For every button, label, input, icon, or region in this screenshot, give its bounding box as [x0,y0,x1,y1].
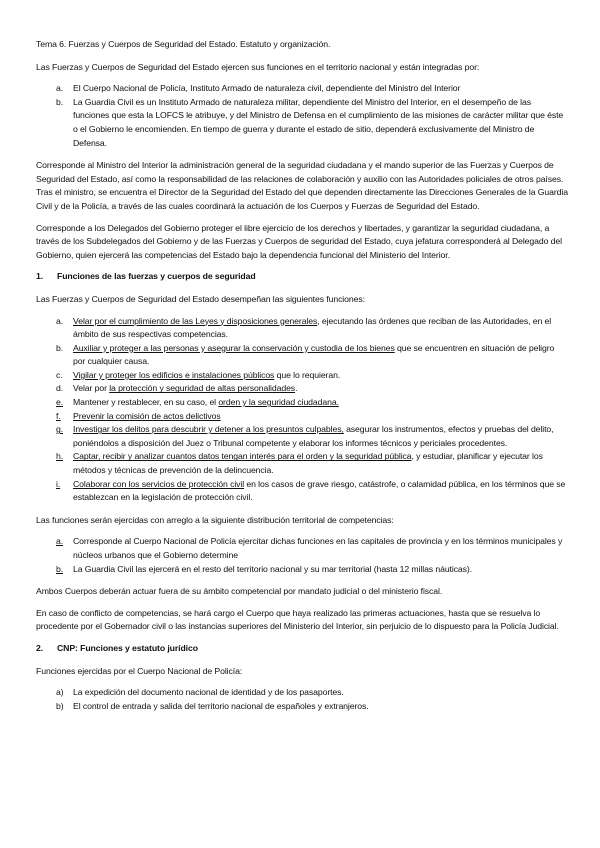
list-text: Mantener y restablecer, en su caso, el [73,397,219,408]
ambos-paragraph: Ambos Cuerpos deberán actuar fuera de su ámbito competencial por mandato judicial o del ministerio fiscal. [36,586,443,597]
list-marker: i. [56,478,61,489]
list-text: Corresponde al Cuerpo Nacional de Policía ejercitar dichas funciones en las capitales de provincia y en los términos municipales y núcleos urbanos que el Gobierno determine [73,536,563,560]
document-title: Tema 6. Fuerzas y Cuerpos de Seguridad del Estado. Estatuto y organización. [36,39,331,49]
list-marker: b) [56,700,64,711]
underlined-text: Velar por el cumplimiento de las Leyes y disposiciones generales [73,315,318,326]
list-text: que lo requieran. [274,369,341,380]
functions-intro: Las Fuerzas y Cuerpos de Seguridad del Estado desempeñan las siguientes funciones: [36,293,365,304]
document-page [36,38,568,721]
list-item [36,410,568,424]
list-marker: g. [56,424,64,435]
list-item [36,450,568,477]
distribucion-list [36,535,568,576]
list-marker: a. [56,83,64,94]
list-item [36,369,568,383]
list-item [36,96,568,150]
list-marker: b. [56,563,64,574]
list-item [36,342,568,369]
underlined-text: Investigar los delitos para descubrir y detener a los presuntos culpables, [73,424,344,435]
list-text: La Guardia Civil las ejercerá en el resto del territorio nacional y su mar territorial (hasta 12 millas náuticas). [73,563,473,574]
list-marker: a. [56,536,64,547]
section-heading-1 [36,270,568,284]
list-marker: e. [56,397,64,408]
list-item [36,700,568,714]
list-marker: b. [56,96,64,107]
list-marker: h. [56,451,64,462]
underlined-text: Colaborar con los servicios de protección civil [73,478,245,489]
list-text: La Guardia Civil es un Instituto Armado de naturaleza militar, dependiente del Ministro del Interior, en el desempeño de las funciones que esta la LOFCS le atribuye, y del Ministro de Defensa en el cumplimiento de las misiones de carácter militar que éste o el Gobierno le encomienden. En tiempo de guerra y durante el estado de sitio, dependerá exclusivamente del Ministro de Defensa. [73,96,564,148]
list-item [36,563,568,577]
list-item [36,686,568,700]
list-item [36,396,568,410]
list-item [36,478,568,505]
list-item [36,82,568,96]
cnp-functions-list [36,686,568,713]
list-text: El control de entrada y salida del territorio nacional de españoles y extranjeros. [73,700,369,711]
conflicto-paragraph: En caso de conflicto de competencias, se hará cargo el Cuerpo que haya realizado las primeras actuaciones, hasta que se resuelva lo procedente por el Gobernador civil o las instancias superiores del Ministerio del Interior, sin perjuicio de lo dispuesto para la Policía Judicial. [36,607,559,632]
list-text: en los casos de grave riesgo, catástrofe, o calamidad pública, en los términos que se establezcan en la legislación de protección civil. [73,478,566,503]
delegados-paragraph: Corresponde a los Delegados del Gobierno proteger el libre ejercicio de los derechos y libertades, y garantizar la seguridad ciudadana, a través de los Subdelegados del Gobierno y de las Fuerzas y Cuerpos de seguridad del Estado, cuya jefatura corresponderá al Delegado del Gobierno, quien ejercerá las competencias del Estado bajo la dependencia funcional del Ministerio del Interior. [36,222,562,260]
underlined-text: Vigilar y proteger los edificios e instalaciones públicos [73,369,275,380]
list-text: . [295,383,298,394]
section-number: 1. [36,271,44,282]
ministro-paragraph: Corresponde al Ministro del Interior la administración general de la seguridad ciudadana y el mando superior de las Fuerzas y Cuerpos de Seguridad del Estado, así como la responsabilidad de las relaciones de colaboración y auxilio con las Autoridades policiales de otros países. Tras el ministro, se encuentra el Director de la Seguridad del Estado del que dependen directamente las Direcciones Generales de la Guardia Civil y de la Policía, a través de las cuales coordinará la actuación de los Cuerpos y Fuerzas de Seguridad del Estado. [36,160,568,211]
intro-paragraph: Las Fuerzas y Cuerpos de Seguridad del Estado ejercen sus funciones en el territorio nacional y están integradas por: [36,61,480,72]
list-marker: f. [56,410,61,421]
underlined-text: Prevenir la comisión de actos delictivos [73,410,221,421]
list-text: , ejecutando las órdenes que reciban de las Autoridades, en el ámbito de sus respectivas competencias. [73,315,552,340]
list-item [36,423,568,450]
section-title: Funciones de las fuerzas y cuerpos de seguridad [57,271,256,282]
list-item [36,535,568,562]
cnp-intro: Funciones ejercidas por el Cuerpo Nacional de Policía: [36,665,243,676]
list-marker: a) [56,687,64,698]
list-text: La expedición del documento nacional de identidad y de los pasaportes. [73,687,344,698]
list-marker: c. [56,369,63,380]
functions-list [36,315,568,505]
cuerpos-list [36,82,568,150]
list-marker: a. [56,315,64,326]
list-item [36,382,568,396]
underlined-text: orden y la seguridad ciudadana. [218,397,339,408]
underlined-text: Auxiliar y proteger a las personas y asegurar la conservación y custodia de los bienes [73,342,395,353]
distribucion-paragraph: Las funciones serán ejercidas con arreglo a la siguiente distribución territorial de competencias: [36,514,394,525]
underlined-text: Captar, recibir y analizar cuantos datos tengan interés para el orden y la seguridad pública [73,451,412,462]
list-marker: d. [56,383,64,394]
underlined-text: la protección y seguridad de altas personalidades [109,383,296,394]
section-heading-2 [36,642,568,656]
list-text: , y estudiar, planificar y ejecutar los métodos y técnicas de prevención de la delincuencia. [73,451,543,476]
list-item [36,315,568,342]
section-title: CNP: Funciones y estatuto jurídico [57,642,198,653]
list-text: Velar por [73,383,110,394]
list-text: que se encuentren en situación de peligro por cualquier causa. [73,342,555,367]
list-marker: b. [56,342,64,353]
list-text: asegurar los instrumentos, efectos y pruebas del delito, poniéndolos a disposición del Juez o Tribunal competente y elaborar los informes técnicos y periciales procedentes. [73,424,554,448]
section-number: 2. [36,642,44,653]
list-text: El Cuerpo Nacional de Policía, Instituto Armado de naturaleza civil, dependiente del Ministro del Interior [73,83,461,94]
